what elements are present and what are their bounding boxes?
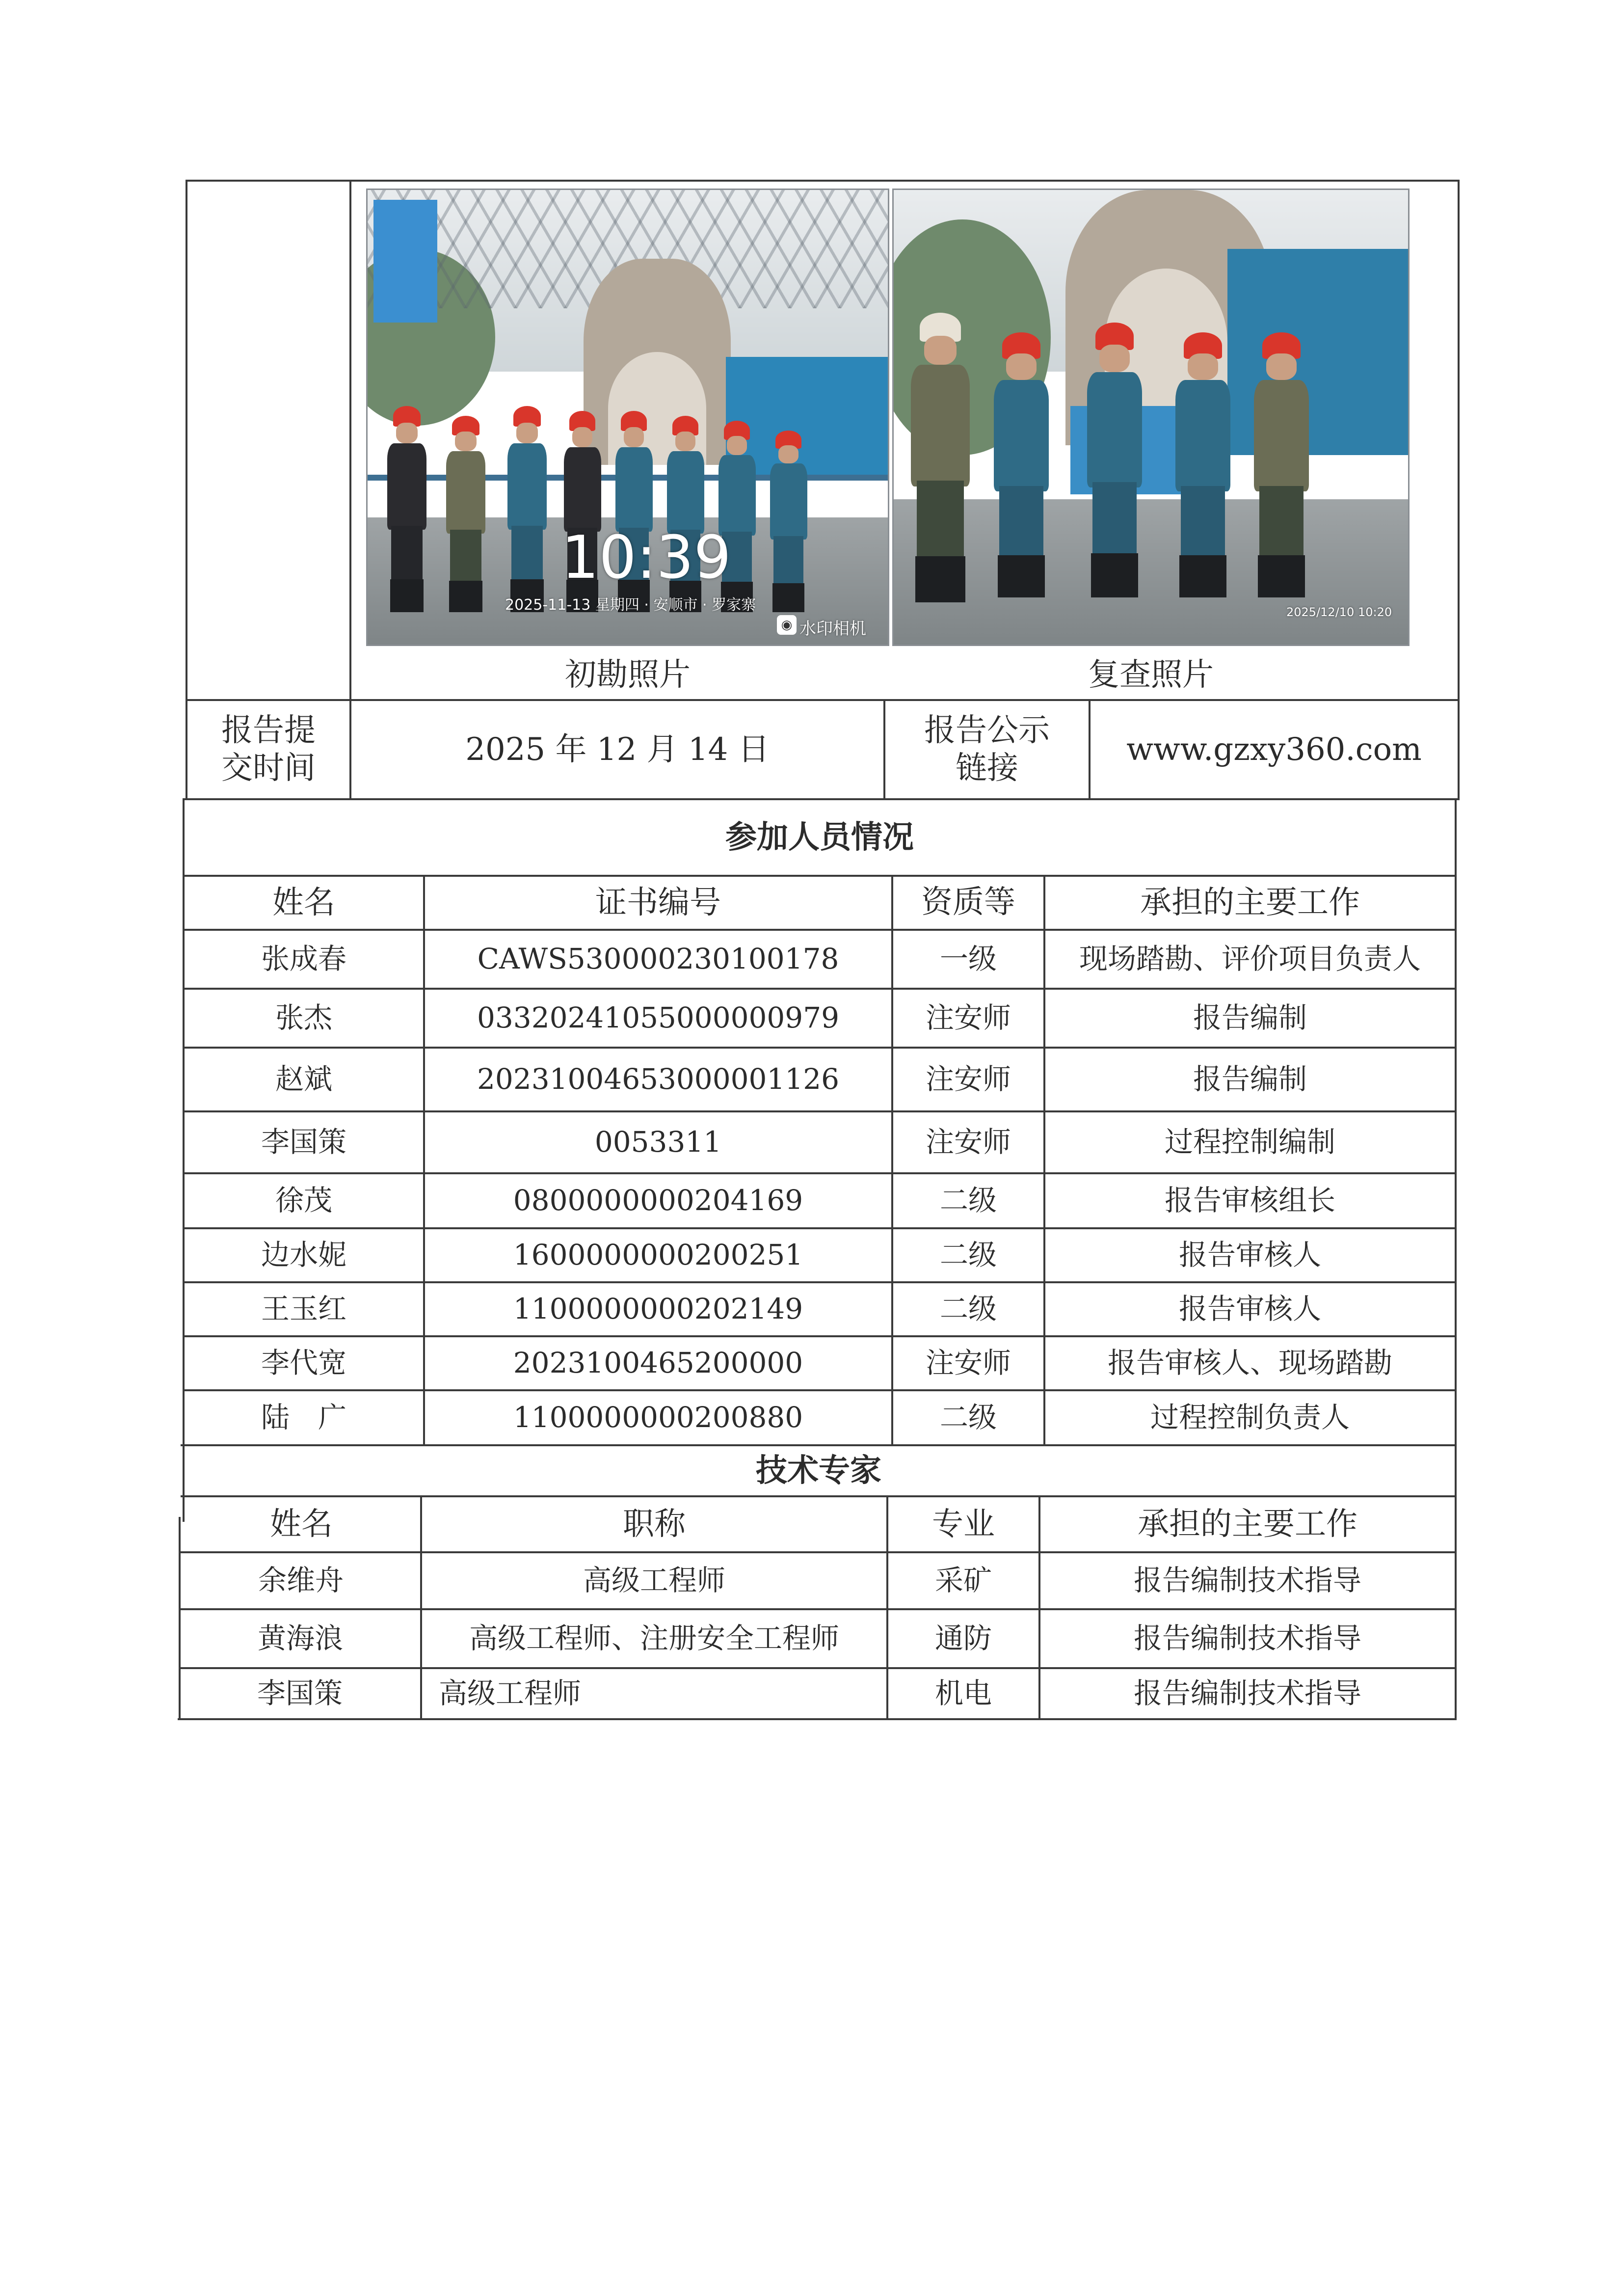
photo-sign-board bbox=[373, 200, 437, 323]
table-border-right-upper bbox=[1458, 180, 1460, 800]
expert-name: 李国策 bbox=[257, 1676, 343, 1710]
participants-header-level: 资质等 bbox=[921, 884, 1015, 920]
expert-major: 机电 bbox=[934, 1676, 992, 1710]
review-photo bbox=[892, 189, 1410, 646]
participant-cert: 20231004653000001126 bbox=[477, 1062, 840, 1096]
participant-work: 过程控制编制 bbox=[1164, 1125, 1335, 1159]
photo-person bbox=[987, 332, 1056, 597]
participant-name: 徐茂 bbox=[275, 1184, 332, 1217]
photo-date-location-overlay: 2025-11-13 星期四 · 安顺市 · 罗家寨 bbox=[505, 596, 756, 614]
report-submit-label-line2: 交时间 bbox=[221, 750, 316, 786]
participant-level: 注安师 bbox=[925, 1062, 1011, 1096]
photo-timestamp-overlay: 2025/12/10 10:20 bbox=[1286, 605, 1392, 619]
expert-work: 报告编制技术指导 bbox=[1133, 1676, 1361, 1710]
participant-level: 二级 bbox=[939, 1292, 997, 1326]
participant-name: 王玉红 bbox=[261, 1292, 346, 1326]
participants-header-name: 姓名 bbox=[272, 884, 335, 921]
participant-name: 李代宽 bbox=[261, 1346, 346, 1380]
participant-cert: 1100000000202149 bbox=[513, 1292, 803, 1326]
table-border-top bbox=[186, 180, 1459, 182]
expert-name: 黄海浪 bbox=[257, 1621, 343, 1655]
report-publish-label-line1: 报告公示 bbox=[924, 712, 1050, 749]
experts-row-line bbox=[178, 1718, 1456, 1720]
expert-major: 通防 bbox=[934, 1621, 992, 1655]
report-submit-date: 2025 年 12 月 14 日 bbox=[465, 731, 770, 768]
expert-name: 余维舟 bbox=[258, 1564, 344, 1597]
initial-survey-photo bbox=[366, 189, 889, 646]
experts-header-major: 专业 bbox=[932, 1506, 995, 1542]
photo-person bbox=[382, 406, 431, 612]
expert-title: 高级工程师 bbox=[439, 1676, 582, 1710]
photo-person bbox=[1169, 332, 1237, 597]
experts-header-work: 承担的主要工作 bbox=[1138, 1506, 1357, 1542]
camera-icon: ◉ bbox=[777, 615, 797, 635]
photo-person bbox=[904, 313, 977, 602]
participant-work: 报告审核人 bbox=[1178, 1292, 1321, 1326]
participant-cert: 0053311 bbox=[594, 1125, 722, 1159]
participant-name: 张成春 bbox=[261, 942, 346, 976]
photo-person bbox=[1247, 332, 1316, 597]
participant-level: 二级 bbox=[939, 1184, 997, 1217]
report-publish-label-line2: 链接 bbox=[956, 750, 1018, 786]
participant-name: 李国策 bbox=[261, 1125, 346, 1159]
photo-person bbox=[441, 416, 490, 612]
participant-cert: 03320241055000000979 bbox=[477, 1001, 840, 1035]
report-publish-link[interactable]: www.gzxy360.com bbox=[1126, 731, 1422, 768]
report-submit-label-line1: 报告提 bbox=[221, 712, 316, 749]
participant-cert: 0800000000204169 bbox=[513, 1184, 803, 1217]
expert-work: 报告编制技术指导 bbox=[1133, 1564, 1361, 1597]
participants-header-cert: 证书编号 bbox=[595, 884, 721, 921]
experts-header-title: 职称 bbox=[623, 1506, 686, 1542]
report-publish-label bbox=[885, 701, 1089, 798]
experts-header-name: 姓名 bbox=[270, 1506, 333, 1542]
report-submit-label bbox=[187, 701, 349, 798]
photo-person bbox=[765, 431, 812, 612]
participant-cert: 2023100465200000 bbox=[513, 1346, 803, 1380]
table-border-right-lower bbox=[1455, 798, 1457, 1720]
participant-work: 报告审核组长 bbox=[1164, 1184, 1335, 1217]
participant-work: 现场踏勘、评价项目负责人 bbox=[1079, 942, 1421, 976]
photo-person bbox=[503, 406, 552, 612]
review-photo-caption: 复查照片 bbox=[1088, 656, 1214, 693]
photo-camera-label: 水印相机 bbox=[799, 619, 866, 639]
participant-cert: CAWS530000230100178 bbox=[477, 942, 839, 976]
participant-name: 赵斌 bbox=[275, 1062, 332, 1096]
participants-title: 参加人员情况 bbox=[725, 818, 914, 856]
participants-header-work: 承担的主要工作 bbox=[1140, 884, 1360, 921]
photo-person bbox=[1080, 323, 1149, 597]
participant-cert: 1600000000200251 bbox=[513, 1238, 803, 1272]
participant-work: 报告审核人、现场踏勘 bbox=[1107, 1346, 1392, 1380]
participant-name: 张杰 bbox=[275, 1001, 332, 1035]
participant-level: 注安师 bbox=[925, 1001, 1011, 1035]
participant-level: 二级 bbox=[939, 1401, 997, 1434]
participant-work: 报告编制 bbox=[1193, 1062, 1307, 1096]
participant-name: 陆 广 bbox=[261, 1401, 346, 1434]
expert-title: 高级工程师 bbox=[583, 1564, 725, 1597]
participant-level: 注安师 bbox=[925, 1125, 1011, 1159]
participant-level: 一级 bbox=[939, 942, 997, 976]
photo-time-overlay: 10:39 bbox=[561, 524, 731, 592]
participant-work: 报告审核人 bbox=[1178, 1238, 1321, 1272]
expert-major: 采矿 bbox=[934, 1564, 992, 1597]
participant-cert: 1100000000200880 bbox=[513, 1401, 803, 1434]
expert-title: 高级工程师、注册安全工程师 bbox=[469, 1621, 839, 1655]
participant-work: 报告编制 bbox=[1193, 1001, 1307, 1035]
participant-work: 过程控制负责人 bbox=[1150, 1401, 1350, 1434]
experts-title: 技术专家 bbox=[756, 1452, 881, 1489]
participant-name: 边水妮 bbox=[261, 1238, 346, 1272]
expert-work: 报告编制技术指导 bbox=[1133, 1621, 1361, 1655]
initial-photo-caption: 初勘照片 bbox=[565, 656, 691, 693]
participant-level: 二级 bbox=[939, 1238, 997, 1272]
participant-level: 注安师 bbox=[925, 1346, 1011, 1380]
